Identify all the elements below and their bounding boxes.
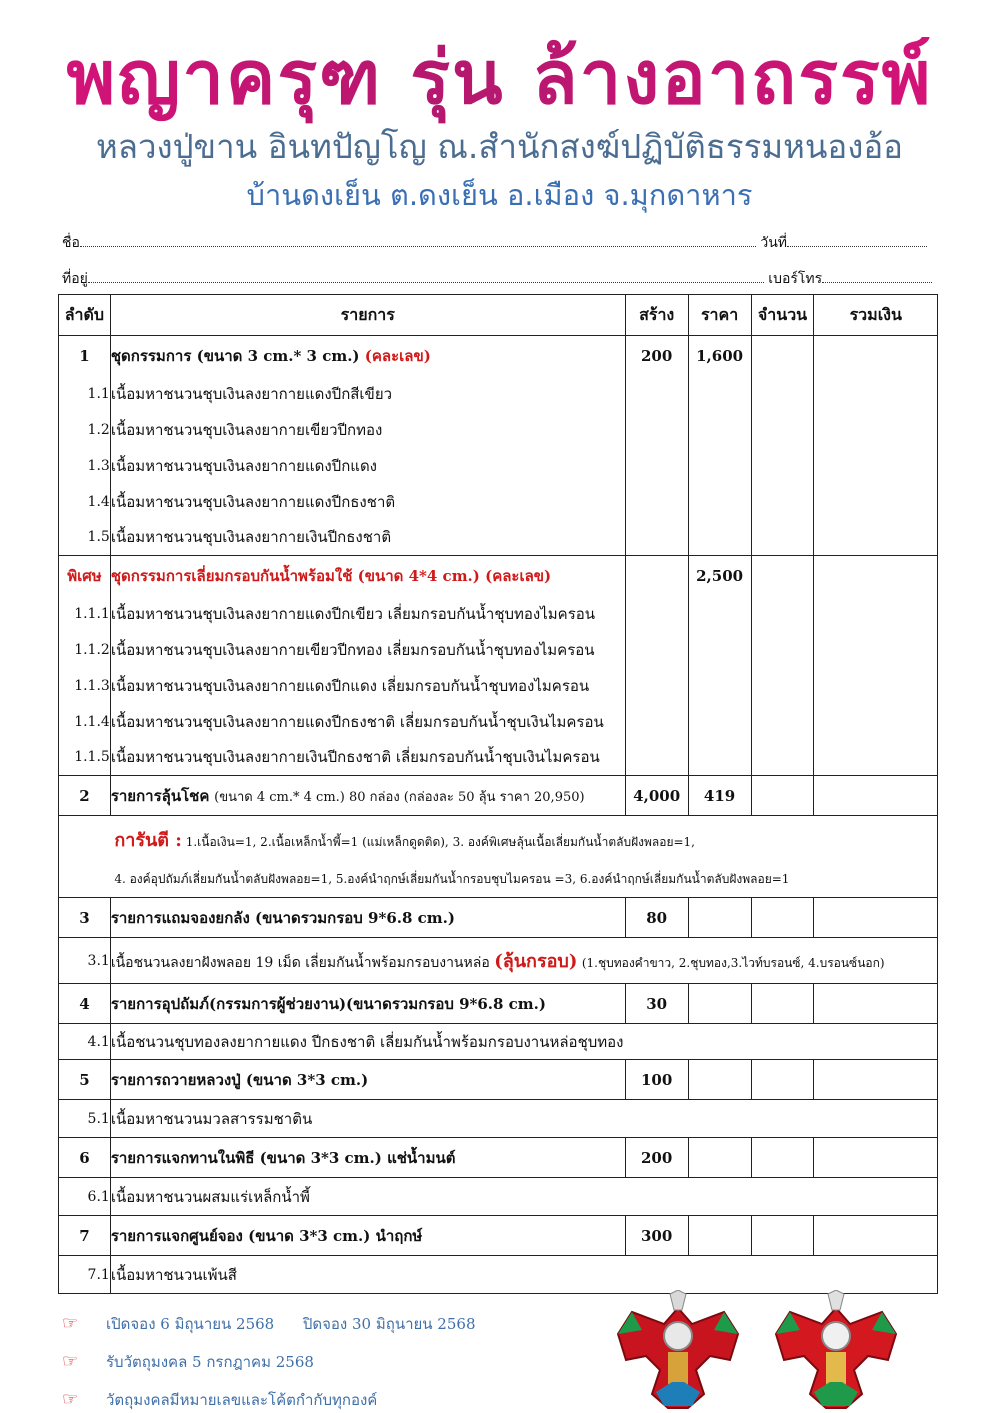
price-cell xyxy=(688,1216,751,1256)
page-location: บ้านดงเย็น ต.ดงเย็น อ.เมือง จ.มุกดาหาร xyxy=(246,178,753,212)
total-cell[interactable] xyxy=(814,776,938,816)
sub-text: เนื้อมหาชนวนชุบเงินลงยากายแดงปีกธงชาติ เลี่ยมกรอบกันน้ำชุบเงินไมครอน xyxy=(110,704,625,740)
total-cell[interactable] xyxy=(814,898,938,938)
build-count: 30 xyxy=(625,984,688,1024)
item-title: รายการลุ้นโชค (ขนาด 4 cm.* 4 cm.) 80 กล่อง (กล่องละ 50 ลุ้น ราคา 20,950) xyxy=(110,776,625,816)
list-item xyxy=(59,1100,938,1138)
address-dotted-line xyxy=(88,270,764,283)
garuda-image xyxy=(612,1290,744,1412)
sub-no: 1.1 xyxy=(59,376,111,412)
item-title: รายการอุปถัมภ์(กรรมการผู้ช่วยงาน)(ขนาดรวมกรอบ 9*6.8 cm.) xyxy=(110,984,625,1024)
list-item xyxy=(59,704,938,740)
list-item xyxy=(59,1024,938,1060)
header-build: สร้าง xyxy=(625,295,688,336)
build-count: 4,000 xyxy=(625,776,688,816)
sub-no: 1.1.3 xyxy=(59,668,111,704)
header-qty: จำนวน xyxy=(751,295,814,336)
sub-text: เนื้อมหาชนวนชุบเงินลงยากายแดงปีกธงชาติ xyxy=(110,484,625,520)
list-item xyxy=(59,632,938,668)
qty-cell[interactable] xyxy=(751,556,814,596)
list-item xyxy=(59,448,938,484)
list-item xyxy=(59,938,938,984)
list-item xyxy=(59,520,938,556)
header-total: รวมเงิน xyxy=(814,295,938,336)
list-item xyxy=(59,1178,938,1216)
list-item xyxy=(59,1256,938,1294)
price-cell xyxy=(688,898,751,938)
list-item xyxy=(59,376,938,412)
sub-no: 6.1 xyxy=(59,1178,111,1216)
sub-no: 7.1 xyxy=(59,1256,111,1294)
footer-booking-dates xyxy=(62,1312,475,1336)
sub-text: เนื้อชนวนชุบทองลงยากายแดง ปีกธงชาติ เลี่ยมกันน้ำพร้อมกรอบงานหล่อชุบทอง xyxy=(110,1024,937,1060)
sub-text: เนื้อมหาชนวนชุบเงินลงยากายเขียวปีกทอง xyxy=(110,412,625,448)
sub-no: 1.4 xyxy=(59,484,111,520)
price: 1,600 xyxy=(688,336,751,376)
total-cell[interactable] xyxy=(814,556,938,596)
item-title: รายการแถมจองยกลัง (ขนาดรวมกรอบ 9*6.8 cm.) xyxy=(110,898,625,938)
total-cell[interactable] xyxy=(814,984,938,1024)
item-no: 6 xyxy=(59,1138,111,1178)
page-title: พญาครุฑ รุ่น ล้างอาถรรพ์ xyxy=(0,18,999,136)
qty-cell[interactable] xyxy=(751,336,814,376)
table-row xyxy=(59,898,938,938)
mixed-number-tag: (คละเลข) xyxy=(364,346,431,365)
sub-text: เนื้อมหาชนวนชุบเงินลงยากายแดงปีกสีเขียว xyxy=(110,376,625,412)
item-no: 4 xyxy=(59,984,111,1024)
sub-no: 1.3 xyxy=(59,448,111,484)
footer-receive-date: ☞ รับวัตถุมงคล 5 กรกฎาคม 2568 xyxy=(62,1351,314,1372)
build-count: 200 xyxy=(625,1138,688,1178)
phone-dotted-line xyxy=(822,270,932,283)
item-no: 5 xyxy=(59,1060,111,1100)
footer-note: ☞ วัตถุมงคลมีหมายเลขและโค้ตกำกับทุกองค์ xyxy=(62,1389,378,1410)
total-cell[interactable] xyxy=(814,336,938,376)
build-count: 300 xyxy=(625,1216,688,1256)
name-dotted-line xyxy=(80,234,756,247)
item-title: รายการแจกศูนย์จอง (ขนาด 3*3 cm.) นำฤกษ์ xyxy=(110,1216,625,1256)
sub-text: เนื้อมหาชนวนเพ้นสี xyxy=(110,1256,937,1294)
phone-label: เบอร์โทร xyxy=(768,271,823,287)
price: 2,500 xyxy=(688,556,751,596)
sub-no: 4.1 xyxy=(59,1024,111,1060)
table-row xyxy=(59,556,938,596)
qty-cell[interactable] xyxy=(751,984,814,1024)
guarantee-row xyxy=(59,816,938,898)
price-cell xyxy=(688,1060,751,1100)
sub-no: 5.1 xyxy=(59,1100,111,1138)
table-row xyxy=(59,984,938,1024)
price-cell xyxy=(688,1138,751,1178)
list-item xyxy=(59,484,938,520)
open-date: เปิดจอง 6 มิถุนายน 2568 xyxy=(106,1315,275,1333)
sub-text: เนื้อมหาชนวนชุบเงินลงยากายแดงปีกเขียว เลี่ยมกรอบกันน้ำชุบทองไมครอน xyxy=(110,596,625,632)
item-no: 3 xyxy=(59,898,111,938)
header-item: รายการ xyxy=(110,295,625,336)
sub-no: 1.5 xyxy=(59,520,111,556)
table-row xyxy=(59,336,938,376)
sub-no: 1.2 xyxy=(59,412,111,448)
price-cell xyxy=(688,984,751,1024)
sub-text: เนื้อมหาชนวนชุบเงินลงยากายเขียวปีกทอง เลี่ยมกรอบกันน้ำชุบทองไมครอน xyxy=(110,632,625,668)
qty-cell[interactable] xyxy=(751,1060,814,1100)
item-title: ชุดกรรมการ (ขนาด 3 cm.* 3 cm.) (คละเลข) xyxy=(110,336,625,376)
total-cell[interactable] xyxy=(814,1138,938,1178)
table-row xyxy=(59,776,938,816)
sub-no: 1.1.2 xyxy=(59,632,111,668)
order-table xyxy=(58,294,938,1294)
list-item xyxy=(59,668,938,704)
item-no: พิเศษ xyxy=(59,556,111,596)
list-item xyxy=(59,596,938,632)
build-count: 100 xyxy=(625,1060,688,1100)
build-count: 200 xyxy=(625,336,688,376)
sub-no: 1.1.1 xyxy=(59,596,111,632)
close-date: ปิดจอง 30 มิถุนายน 2568 xyxy=(302,1315,476,1333)
item-title: ชุดกรรมการเลี่ยมกรอบกันน้ำพร้อมใช้ (ขนาด 4*4 cm.) (คละเลข) xyxy=(110,556,625,596)
sub-text: เนื้อมหาชนวนมวลสารรมชาติน xyxy=(110,1100,937,1138)
sub-text: เนื้อมหาชนวนผสมแร่เหล็กน้ำพี้ xyxy=(110,1178,937,1216)
date-label: วันที่ xyxy=(760,235,788,251)
list-item xyxy=(59,740,938,776)
sub-text: เนื้อมหาชนวนชุบเงินลงยากายเงินปีกธงชาติ xyxy=(110,520,625,556)
name-label: ชื่อ xyxy=(62,235,80,251)
list-item xyxy=(59,412,938,448)
item-no: 2 xyxy=(59,776,111,816)
sub-no: 3.1 xyxy=(59,938,111,984)
table-header-row xyxy=(59,295,938,336)
sub-no: 1.1.5 xyxy=(59,740,111,776)
name-field[interactable] xyxy=(62,232,927,254)
sub-no: 1.1.4 xyxy=(59,704,111,740)
sub-text: เนื้อชนวนลงยาฝังพลอย 19 เม็ด เลี่ยมกันน้ำพร้อมกรอบงานหล่อ (ลุ้นกรอบ) (1.ชุบทองคำขาว, 2.ชุบทอง,3.ไวท์บรอนซ์, 4.บรอนซ์นอก) xyxy=(110,938,937,984)
table-row xyxy=(59,1216,938,1256)
address-label: ที่อยู่ xyxy=(62,271,88,287)
qty-cell[interactable] xyxy=(751,1138,814,1178)
address-field[interactable] xyxy=(62,268,932,290)
page-subtitle: หลวงปู่ขาน อินทปัญโญ ณ.สำนักสงฆ์ปฏิบัติธรรมหนองอ้อ xyxy=(95,127,903,166)
item-title: รายการแจกทานในพิธี (ขนาด 3*3 cm.) แช่น้ำมนต์ xyxy=(110,1138,625,1178)
pointing-hand-icon: ☞ xyxy=(62,1313,79,1334)
pointing-hand-icon: ☞ xyxy=(62,1389,79,1410)
qty-cell[interactable] xyxy=(751,776,814,816)
price: 419 xyxy=(688,776,751,816)
sub-text: เนื้อมหาชนวนชุบเงินลงยากายเงินปีกธงชาติ เลี่ยมกรอบกันน้ำชุบเงินไมครอน xyxy=(110,740,625,776)
sub-text: เนื้อมหาชนวนชุบเงินลงยากายแดงปีกแดง xyxy=(110,448,625,484)
header-price: ราคา xyxy=(688,295,751,336)
item-no: 1 xyxy=(59,336,111,376)
date-dotted-line xyxy=(787,234,927,247)
garuda-image xyxy=(770,1290,902,1412)
sub-text: เนื้อมหาชนวนชุบเงินลงยากายแดงปีกแดง เลี่ยมกรอบกันน้ำชุบทองไมครอน xyxy=(110,668,625,704)
total-cell[interactable] xyxy=(814,1060,938,1100)
guarantee-text: การันตี : 1.เนื้อเงิน=1, 2.เนื้อเหล็กน้ำพี้=1 (แม่เหล็กดูดติด), 3. องค์พิเศษลุ้นเนื้อเลี่ยมกันน้ำตลับฝังพลอย=1, 4. องค์อุปถัมภ์เลี่ยมกันน้ำตลับฝังพลอย=1, 5.องค์นำฤกษ์เลี่ยมกันน้ำกรอบชุบไมครอน =3, 6.องค์นำฤกษ์เลี่ยมกันน้ำตลับฝังพลอย=1 xyxy=(110,816,937,898)
item-no: 7 xyxy=(59,1216,111,1256)
header-no: ลำดับ xyxy=(59,295,111,336)
qty-cell[interactable] xyxy=(751,1216,814,1256)
item-title: รายการถวายหลวงปู่ (ขนาด 3*3 cm.) xyxy=(110,1060,625,1100)
total-cell[interactable] xyxy=(814,1216,938,1256)
build-count: 80 xyxy=(625,898,688,938)
table-row xyxy=(59,1138,938,1178)
table-row xyxy=(59,1060,938,1100)
qty-cell[interactable] xyxy=(751,898,814,938)
pointing-hand-icon: ☞ xyxy=(62,1351,79,1372)
